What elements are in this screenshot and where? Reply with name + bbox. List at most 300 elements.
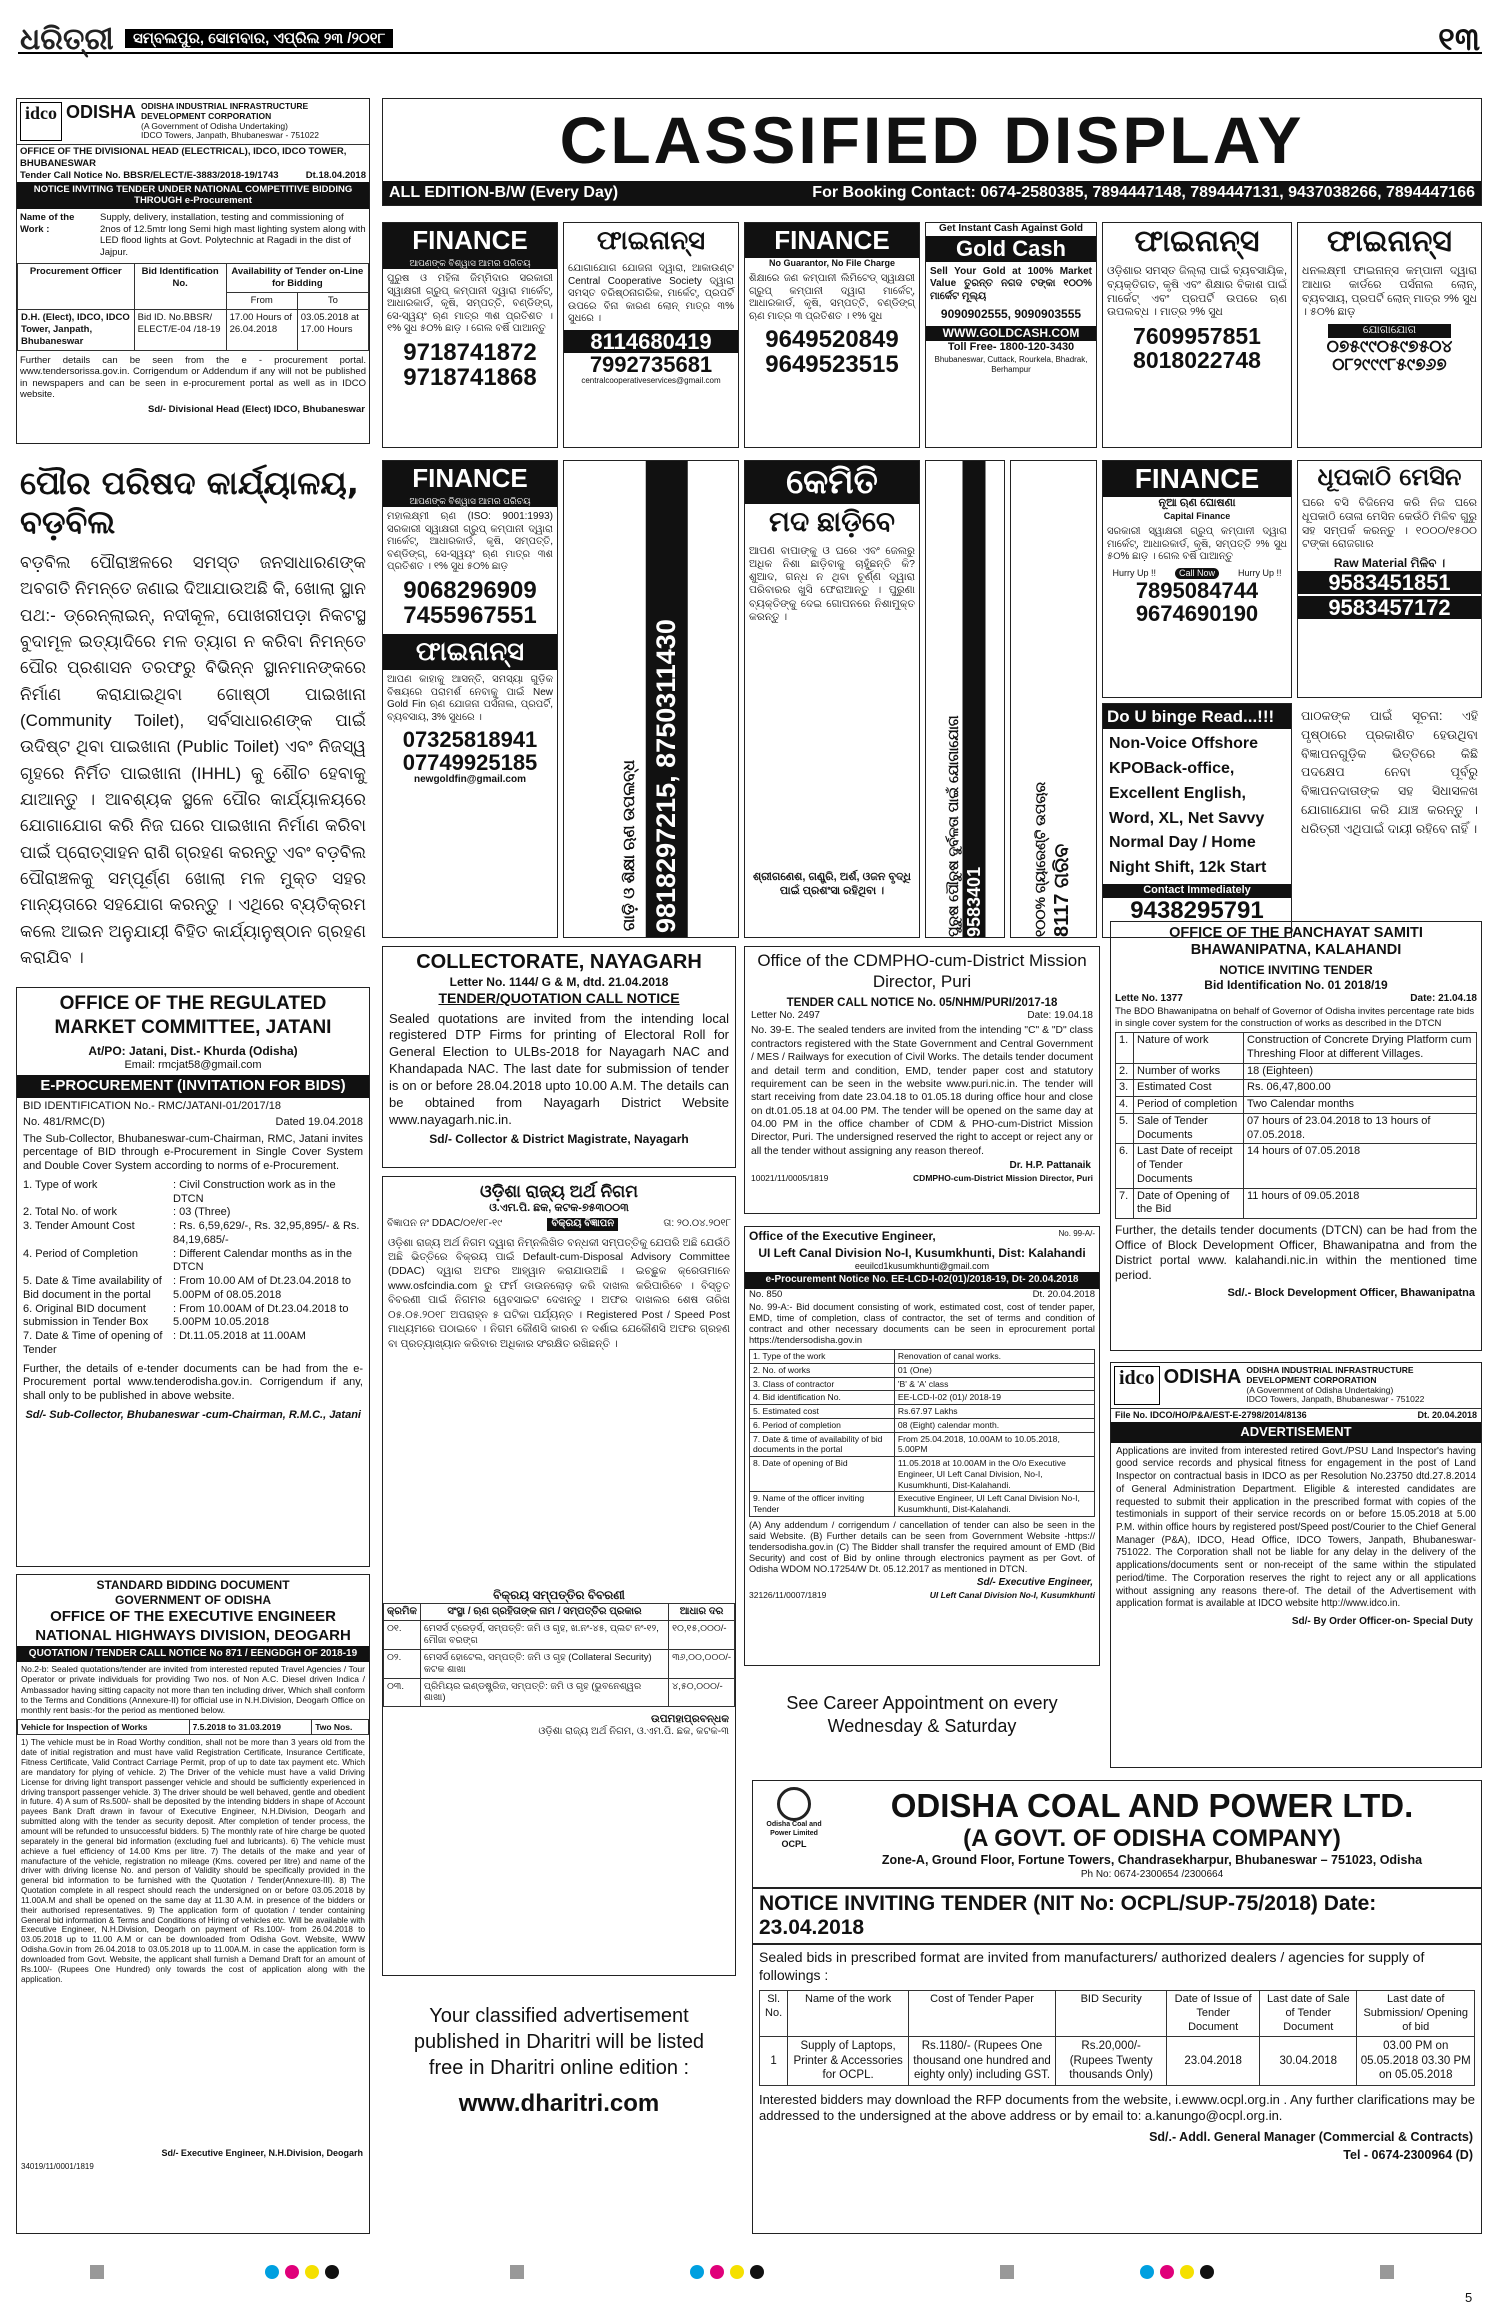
nayagarh-body: Sealed quotations are invited from the intending local registered DTP Firms for printing of Electoral Roll for General Election to ULBs-2018 for Nayagarh NAC and Khandapada NAC. The last date for submission of tender is on or before 28.04.2018 upto 10.00 A.M. The details can be obtained from Nayagarh District Website www.nayagarh.nic.in. (389, 1010, 729, 1127)
table-row (750, 1457, 1095, 1492)
cdmpho-sign: Dr. H.P. Pattanaik (1009, 1160, 1091, 1172)
table-cell: EE-LCD-I-02 (01)/ 2018-19 (894, 1391, 1094, 1405)
classified-title: CLASSIFIED DISPLAY (559, 103, 1305, 177)
print-color-marks (1140, 2265, 1214, 2279)
ad-company: Capital Finance (1163, 510, 1231, 521)
table-header-cell: Last date of Submission/ Opening of bid (1357, 1991, 1475, 2037)
ad-phone: 07749925185 (402, 750, 538, 776)
osfc-address: ଓ.ଏମ.ପି. ଛକ, କଟକ-୭୫୩୦୦୩ (489, 1202, 629, 1215)
idco-org-sub: (A Government of Odisha Undertaking) (141, 120, 288, 131)
table-row (384, 1621, 735, 1650)
ad-finance-2 (563, 222, 739, 448)
ad-phone: 7609957851 (1133, 323, 1261, 349)
ad-phone: 7992735681 (589, 351, 713, 377)
ad-gold-cash (925, 222, 1097, 448)
idco-date: Dt.18.04.2018 (305, 170, 366, 182)
ocpl-foot: Interested bidders may download the RFP documents from the website, i.ewww.ocpl.org.in . Any further clarifications may be addressed to the undersigned at the above address or by email to: a.kanungo@ocpl.org.in. (759, 2091, 1475, 2123)
lcd-no: No. 99-A/- (1058, 1229, 1095, 1238)
ps-sign: Sd/.- Block Development Officer, Bhawanipatna (1227, 1287, 1475, 1300)
cdmpho-code: 10021/11/0005/1819 (751, 1172, 829, 1183)
th-bid: Bid Identification No. (134, 264, 226, 310)
rmc-row-value: : Civil Construction work as in the DTCN (173, 1178, 336, 1205)
ad-phone: 9674690190 (1135, 600, 1259, 626)
ad-tagline: No Guarantor, No File Charge (768, 258, 896, 268)
table-cell: 14 hours of 07.05.2018 (1244, 1144, 1477, 1188)
osfc-sale-notice (382, 1176, 736, 1976)
ad-finance-1 (382, 222, 558, 448)
ad-phone: 9649520849 (765, 326, 899, 354)
th-to: To (297, 293, 368, 310)
table-cell: 11.05.2018 at 10.00AM in the O/o Executive Engineer, UI Left Canal Division, No-I, Kusumkhunti, Dist-Kalahandi. (894, 1457, 1094, 1492)
ad-phone: 9718741868 (403, 363, 537, 391)
cdmpho-letter: Letter No. 2497 (751, 1009, 820, 1021)
ocpl-logo-icon (777, 1787, 811, 1821)
table-cell: ୧୦,୧୫,୦୦୦/- (669, 1621, 735, 1650)
reader-notice-body: ପାଠକଙ୍କ ପାଇଁ ସୂଚନା: ଏହି ପୃଷ୍ଠାରେ ପ୍ରକାଶିତ ହେଉଥିବା ବିଜ୍ଞାପନଗୁଡ଼ିକ ଭିତ୍ତିରେ କିଛି ପଦକ୍ଷେପ ନେବା ପୂର୍ବରୁ ବିଜ୍ଞାପନଦାତାଙ୍କ ସହ ସିଧାସଳଖ ଯୋଗାଯୋଗ କରି ଯାଞ୍ଚ କରନ୍ତୁ । ଧରିତ୍ରୀ ଏଥିପାଇଁ ଦାୟୀ ରହିବେ ନାହିଁ । (1301, 709, 1478, 836)
rmc-row (23, 1179, 363, 1207)
ps-date: Date: 21.04.18 (1410, 992, 1477, 1004)
table-cell: 'B' & 'A' class (894, 1377, 1094, 1391)
lcd-bar: e-Procurement Notice No. EE-LCD-I-02(01)/2018-19, Dt- 20.04.2018 (745, 1272, 1099, 1289)
dharitri-online-promo (382, 1983, 736, 2233)
ocpl-address: Zone-A, Ground Floor, Fortune Towers, Chandrasekharpur, Bhubaneswar – 751023, Odisha (881, 1853, 1423, 1867)
ad-finance-7 (382, 460, 558, 938)
th-from: From (226, 293, 297, 310)
ad-phone: 9649523515 (765, 351, 899, 379)
rmc-row-label: 3. Tender Amount Cost (23, 1220, 135, 1232)
ad-dhupa-machine (1297, 460, 1482, 698)
rmc-row (23, 1275, 363, 1303)
ad-vertical-2 (925, 460, 1005, 938)
nh-title-1: STANDARD BIDDING DOCUMENT (96, 1578, 290, 1592)
table-cell: Construction of Concrete Drying Platform cum Threshing Floor at different Villages. (1244, 1033, 1477, 1064)
rmc-sign: Sd/- Sub-Collector, Bhubaneswar -cum-Chairman, R.M.C., Jatani (25, 1408, 361, 1421)
ad-heading: କେମିତି (745, 461, 919, 504)
rmc-row (23, 1220, 363, 1248)
ad-kpo-jobs (1102, 703, 1292, 938)
promo-url[interactable]: www.dharitri.com (458, 2090, 660, 2117)
idco-table (17, 263, 369, 350)
ad-email: newgoldfin@gmail.com (414, 774, 526, 786)
ad-phone: 9718741872 (403, 338, 537, 366)
ad-tagline: ନୂଆ ଋଣ ଘୋଷଣା (1158, 497, 1236, 509)
nh-code: 34019/11/0001/1819 (21, 2161, 94, 2171)
table-cell: ୦୨. (384, 1649, 421, 1678)
idco-tcn: Tender Call Notice No. BBSR/ELECT/E-3883/2018-19/1743 (20, 170, 279, 182)
table-cell: 30.04.2018 (1260, 2037, 1357, 2085)
table-cell: 07 hours of 23.04.2018 to 13 hours of 07.05.2018. (1244, 1113, 1477, 1144)
ad-body: ଯୋଗାଯୋଗ ଯୋଜନା ଦ୍ୱାରା, ଆକାଉଣ୍ଟ Central Cooperative Society ଦ୍ୱାରା ସମସ୍ତ ବରିଷ୍ଠନାଗରିକ, ମାର୍କେଟ୍, ପ୍ରପର୍ଟି ଉପରେ ବିନା କାରଣ ଲୋନ୍ ମାତ୍ର ୩% ସୁଧରେ । (568, 263, 734, 324)
ad-call-now: Call Now (1175, 568, 1219, 579)
nh-sign: Sd/- Executive Engineer, N.H.Division, Deogarh (161, 2148, 363, 2159)
cdmpho-date: Date: 19.04.18 (1027, 1009, 1093, 1021)
lcd-intro: No. 99-A:- Bid document consisting of work, estimated cost, cost of tender paper, EMD, time of completion, class of contractor, the set of terms and condition of contract and other necessary documents can be seen in eprocurement portal https://tendersodisha.gov.in (749, 1301, 1095, 1346)
table-header-cell: Date of Issue of Tender Document (1167, 1991, 1260, 2037)
table-header-cell: Sl. No. (760, 1991, 788, 2037)
footer-page-number: 5 (1465, 2290, 1473, 2305)
rmc-bid-id: BID IDENTIFICATION No.- RMC/JATANI-01/2017/18 (23, 1100, 281, 1112)
table-cell: 03.00 PM on 05.05.2018 03.30 PM on 05.05.2018 (1357, 2037, 1475, 2085)
rmc-row-value: : Rs. 6,59,629/-, Rs. 32,95,895/- & Rs. 84,19,685/- (173, 1220, 360, 1246)
ad-phone: 9438295791 (1130, 896, 1264, 924)
table-cell: 7. (1116, 1188, 1134, 1219)
print-color-marks (265, 2265, 339, 2279)
idco-office: OFFICE OF THE DIVISIONAL HEAD (ELECTRICAL), IDCO, IDCO TOWER, BHUBANESWAR (20, 146, 347, 169)
ad-vertical-phone: 9818297215, 8750311430 (646, 461, 688, 937)
ad-body: Non-Voice Offshore KPOBack-office, Excellent English, Word, XL, Net Savvy Normal Day / Home Night Shift, 12k Start (1109, 735, 1267, 877)
lcd-sign-post: UI Left Canal Division No-I, Kusumkhunti (929, 1590, 1095, 1601)
ocpl-phone: Ph No: 0674-2300654 /2300664 (1080, 1868, 1224, 1880)
table-row (750, 1432, 1095, 1456)
table-cell: 8. Date of opening of Bid (750, 1457, 895, 1492)
table-cell: Renovation of canal works. (894, 1350, 1094, 1364)
table-cell: Nature of work (1134, 1033, 1244, 1064)
table-row (750, 1350, 1095, 1364)
notice-title: ପୌର ପରିଷଦ କାର୍ଯ୍ୟାଳୟ, ବଡ଼ବିଲ (20, 464, 359, 541)
ad-vertical-text: ୧୦୦% ଗ୍ୟାରେଣ୍ଟି ଉପଚାର (1032, 781, 1049, 937)
ocpl-tel: Tel - 0674-2300964 (D) (1343, 2147, 1473, 2162)
table-cell: Last Date of receipt of Tender Documents (1134, 1144, 1244, 1188)
ocpl-intro: Sealed bids in prescribed format are invited from manufacturers/ authorized dealers / agencies for supply of followings : (759, 1949, 1425, 1983)
table-cell: Period of completion (1134, 1097, 1244, 1114)
table-cell: Two Calendar months (1244, 1097, 1477, 1114)
td-to: 03.05.2018 at 17.00 Hours (297, 309, 368, 350)
idco-work-label: Name of the Work : (20, 211, 75, 235)
rmc-row-label: 6. Original BID document submission in Tender Box (23, 1302, 149, 1329)
rmc-address: At/PO: Jatani, Dist.- Khurda (Odisha) (88, 1043, 298, 1058)
cdmpho-sign-post: CDMPHO-cum-District Mission Director, Puri (913, 1172, 1093, 1183)
nh-intro: No.2-b: Sealed quotations/tender are invited from interested reputed Travel Agencies / Tour Operator or private individuals for providing Two nos. of Non A.C. Diesel driven Indica / Ambassador having sitting capacity not more than ten including driver, Which shall conform to the Terms and Conditions (Annexure-II) for official use in N.H.Division, Deogarh Office on monthly rent basis:-for the period as mentioned below. (21, 1664, 365, 1716)
table-row (1116, 1113, 1477, 1144)
table-cell: Date of Opening of the Bid (1134, 1188, 1244, 1219)
table-row (750, 1492, 1095, 1516)
idco-bar: NOTICE INVITING TENDER UNDER NATIONAL COMPETITIVE BIDDING THROUGH e-Procurement (17, 182, 369, 209)
lcd-subtitle: UI Left Canal Division No-I, Kusumkhunti, Dist: Kalahandi (758, 1246, 1086, 1260)
rmc-rows (17, 1177, 369, 1360)
table-cell: ମେସର୍ସ ଟ୍ରେଡ଼ର୍ସ, ସମ୍ପତ୍ତି: ଜମି ଓ ଗୃହ, ଖ.ନଂ-୪୫, ପ୍ଲଟ ନଂ-୧୨, ମୌଜା ବରଙ୍ଗ (420, 1621, 668, 1650)
lcd-code: 32126/11/0007/1819 (749, 1590, 827, 1601)
nayagarh-letter: Letter No. 1144/ G & M, dtd. 21.04.2018 (449, 975, 669, 989)
ad-contact-label: ଯୋଗାଯୋଗ (1328, 324, 1451, 338)
nayagarh-notice (382, 946, 736, 1168)
idco-body: Applications are invited from interested retired Govt./PSU Land Inspector's having good service records and physical fitness for engagement in the post of Land Inspector on contractual basis in IDCO as per Resolution No.23750 dtd.27.8.2014 of General Administration Department. Eligible & interested candidates are requested to submit their application in the prescribed format with copies of the testimonials in support of their service records on or before 15.05.2018 at 5.00 P.M. within office hours by registered post/Speed post/Courier to the Chief General Manager (P&A), IDCO, Head Office, IDCO Towers, Janpath, Bhubaneswar-751022. The Corporation shall not be liable for any delay in the delivery of the applications/documents sent or non-receipt of the same within the stipulated period/time. The Corporation reserves the right to reject any or all applications without assigning any reasons there-of. The detail of the Advertisement with application format is available at IDCO website http://www.idco.in. (1116, 1445, 1476, 1610)
rmc-row-label: 7. Date & Time of opening of Tender (23, 1330, 163, 1356)
nh-qty: Two Nos. (312, 1719, 369, 1735)
ad-heading: FINANCE (383, 461, 557, 496)
table-cell: 1. Type of the work (750, 1350, 895, 1364)
nayagarh-subtitle: TENDER/QUOTATION CALL NOTICE (438, 990, 680, 1006)
table-cell: 11 hours of 09.05.2018 (1244, 1188, 1477, 1219)
osfc-date: ତା: ୨୦.୦୪.୨୦୧୮ (663, 1218, 731, 1229)
table-cell: 3. (1116, 1080, 1134, 1097)
odisha-logo: ODISHA (66, 102, 137, 122)
lcd-title: Office of the Executive Engineer, (749, 1229, 936, 1243)
ps-title: OFFICE OF THE PANCHAYAT SAMITI BHAWANIPATNA, KALAHANDI (1169, 925, 1423, 959)
municipal-notice-barbil (16, 460, 370, 980)
table-cell: 23.04.2018 (1167, 2037, 1260, 2085)
nh-title-2: GOVERNMENT OF ODISHA (114, 1593, 271, 1607)
ad-phone: 8018022748 (1133, 347, 1261, 374)
rmc-row (23, 1206, 363, 1220)
ocpl-subtitle: (A GOVT. OF ODISHA COMPANY) (963, 1825, 1341, 1852)
idco-address: IDCO Towers, Janpath, Bhubaneswar - 751022 (141, 130, 320, 141)
table-row (384, 1678, 735, 1707)
table-cell: Executive Engineer, UI Left Canal Division No-I, Kusumkhunti, Dist-Kalahandi. (894, 1492, 1094, 1516)
nayagarh-sign: Sd/- Collector & District Magistrate, Nayagarh (429, 1131, 689, 1146)
osfc-body: ଓଡ଼ିଶା ରାଜ୍ୟ ଅର୍ଥ ନିଗମ ଦ୍ୱାରା ନିମ୍ନଲିଖିତ ବନ୍ଧକୀ ସମ୍ପତ୍ତିକୁ ଯେପରି ଅଛି ଯେଉଁଠି ଅଛି ଭିତ୍ତିରେ ବିକ୍ରୟ ପାଇଁ Default-cum-Disposal Advisory Committee (DDAC) ଦ୍ୱାରା ଅଫର ଆହ୍ୱାନ କରାଯାଉଅଛି । ଇଚ୍ଛୁକ କ୍ରେତାମାନେ www.osfcindia.com ରୁ ଫର୍ମ ଡାଉନଲୋଡ଼ କରି ଦାଖଲ କରିପାରିବେ । ବିସ୍ତୃତ ବିବରଣୀ ପାଇଁ ନିଗମର ୱେବସାଇଟ ଦେଖନ୍ତୁ । ଅଫର ଦାଖଲର ଶେଷ ତାରିଖ ୦୫.୦୫.୨୦୧୮ ଅପରାହ୍ନ ୫ ଘଟିକା ପର୍ଯ୍ୟନ୍ତ । Registered Post / Speed Post ମାଧ୍ୟମରେ ପଠାଇବେ । ନିଗମ କୌଣସି କାରଣ ନ ଦର୍ଶାଇ ଯେକୌଣସି ଅଫର ଗ୍ରହଣ ବା ପ୍ରତ୍ୟାଖ୍ୟାନ କରିବାର ଅଧିକାର ସଂରକ୍ଷିତ ରଖିଛନ୍ତି । (388, 1236, 730, 1350)
ad-phone: 9090902555, 9090903555 (940, 307, 1082, 321)
panchayat-samiti-notice (1110, 921, 1482, 1351)
ad-phone: 8114680419 (564, 330, 738, 353)
rmc-foot: Further, the details of e-tender documents can be had from the e-Procurement portal www.tenderodisha.gov.in. Corrigendum if any, shall only to be published in above website. (23, 1362, 363, 1402)
table-cell: 2. No. of works (750, 1363, 895, 1377)
rmc-jatani-notice (16, 987, 370, 1567)
ps-foot: Further, the details tender documents (DTCN) can be had from the Office of Block Development Officer, Bhawanipatna and from the District portal www. kalahandi.nic.in within the mentioned time period. (1115, 1223, 1477, 1283)
ad-body: ମହାଲକ୍ଷ୍ମୀ ଋଣ (ISO: 9001:1993) ସରକାରୀ ସ୍ୱାକ୍ଷରୀ ଗ୍ରୁପ୍ କମ୍ପାନୀ ଦ୍ୱାରା ମାର୍କେଟ୍, ଆଧାରକାର୍ଡ, କୃଷି, ସମ୍ପତ୍ତି, ବଣ୍ଡିଙ୍ଗ୍, ସେ-ସ୍ୱୟଂ ଋଣ ମାତ୍ର ୩ଶ ପ୍ରତିଶତ । ୧% ସୁଧ ୫୦% ଛାଡ଼ (387, 511, 553, 573)
table-cell: ୪,୫୦,୦୦୦/- (669, 1678, 735, 1707)
table-row (1116, 1063, 1477, 1080)
idco-bar: ADVERTISEMENT (1111, 1422, 1481, 1442)
ad-vertical-phone: 9583401 (963, 461, 986, 937)
osfc-table-heading: ବିକ୍ରୟ ସମ୍ପତ୍ତିର ବିବରଣୀ (493, 1587, 625, 1602)
ocpl-logo-text: Odisha Coal and Power Limited (766, 1821, 822, 1837)
ad-body: ଧନଲକ୍ଷ୍ମୀ ଫାଇନାନ୍ସ କମ୍ପାନୀ ଦ୍ୱାରା ଆଧାର କାର୍ଡରେ ପର୍ସନାଲ ଲୋନ୍, ବ୍ୟବସାୟ, ପ୍ରପର୍ଟି ଲୋନ୍ ମାତ୍ର ୨% ସୁଧ । ୫୦% ଛାଡ଼ (1302, 265, 1477, 319)
idco-advertisement (1110, 1362, 1482, 1768)
print-registration-marks (1380, 2265, 1394, 2279)
page-number: ୧୩ (1438, 20, 1480, 58)
ad-body: ଆପଣ କାହାକୁ ଆସନ୍ତି, ସମସ୍ୟା ଗୁଡ଼ିକ ବିଷୟରେ ପରାମର୍ଶ ନେବାକୁ ପାଇଁ New Gold Fin ଋଣ ଯୋଜନା ପର୍ସନାଲ, ପ୍ରପର୍ଟି, ବ୍ୟବସାୟ, 3% ସୁଧରେ । (387, 674, 553, 723)
th-officer: Procurement Officer (18, 264, 135, 310)
table-cell: 7. Date & time of availability of bid documents in the portal (750, 1432, 895, 1456)
career-promo (744, 1674, 1100, 1768)
cdmpho-body: No. 39-E. The sealed tenders are invited from the intending "C" & "D" class contractors registered with the State Government and Central Government / MES / Railways for execution of Civil Works. The details tender document and detail term and condition, EMD, tender paper cost and statutory requirement can be seen in the website www.puri.nic.in. The tender will start receiving from date 23.04.18 to 01.05.18 during office hour and close on dt.01.05.18 at 04.00 PM. The tender will be opened on the same day at 04.00 PM in the office chamber of CDM & PHO-cum-District Mission Director, Puri. The undersigned reserved the right to accept or reject any or all the tender without assigning any reason thereof. (751, 1025, 1093, 1157)
nh-period: 7.5.2018 to 31.03.2019 (189, 1719, 312, 1735)
osfc-heading: ବିକ୍ରୟ ବିଜ୍ଞାପନ (547, 1218, 618, 1231)
osfc-th: ଆଧାର ଦର (669, 1603, 735, 1621)
sign-name (262, 980, 366, 981)
table-cell: 4. Bid identification No. (750, 1391, 895, 1405)
lcd-foot: (A) Any addendum / corrigendum / cancellation of tender can also be seen in the said Website. (B) Further details can be seen from Government Website -https:// tendersodisha.gov.in (C) The Bidder shall transfer the required amount of EMD (Bid Security) and cost of Bid by online through electronics payment as per Govt. of Odisha WDOM NO.17254/W Dt. 05.12.2017 as mentioned in DTCN. (749, 1519, 1095, 1574)
ocpl-tender-notice (752, 1780, 1482, 2234)
table-cell: 1. (1116, 1033, 1134, 1064)
table-cell: 01 (One) (894, 1363, 1094, 1377)
rmc-intro: The Sub-Collector, Bhubaneswar-cum-Chairman, RMC, Jatani invites percentage of BID through e-Procurement in Single Cover System and Double Cover System according to norms of e-Procurement. (23, 1132, 363, 1172)
idco-file: File No. IDCO/HO/P&A/EST-E-2798/2014/8136 (1115, 1410, 1307, 1421)
ad-heading: Do U binge Read...!!! (1103, 704, 1291, 729)
table-cell: Estimated Cost (1134, 1080, 1244, 1097)
ad-phone: 7895084744 (1135, 577, 1259, 603)
idco-address: IDCO Towers, Janpath, Bhubaneswar - 751022 (1246, 1394, 1425, 1405)
ad-phone: 9583457172 (1298, 596, 1481, 619)
table-cell: Supply of Laptops, Printer & Accessories for OCPL. (788, 2037, 909, 2085)
ad-finance-5 (1102, 222, 1292, 448)
lcd-email: eeuilcd1kusumkhunti@gmail.com (854, 1261, 990, 1271)
ad-heading: ଫାଇନାନ୍ସ (383, 634, 557, 670)
table-row (1116, 1080, 1477, 1097)
ps-bid: Bid Identification No. 01 2018/19 (1204, 977, 1388, 992)
ad-heading: Gold Cash (926, 236, 1096, 262)
ad-body: ଆପଣ ବାପାଙ୍କୁ ଓ ଘରେ ଏବଂ ଜେଲରୁ ଅଧିକ ନିଶା ଛାଡ଼ିବାକୁ ଚାହୁଁଛନ୍ତି କି? ଶୁଆଦ, ଗନ୍ଧ ନ ଥିବା ଚୂର୍ଣ୍ଣ ଦ୍ୱାରା ପରିବାରର ଖୁସି ଫେରାଆନ୍ତୁ । ପୁରୁଣା ବ୍ୟକ୍ତିଙ୍କୁ ଦେଇ ଗୋପନରେ ନିଶାମୁକ୍ତ କରନ୍ତୁ । (749, 545, 915, 623)
print-color-marks (690, 2265, 764, 2279)
ad-heading: ଫାଇନାନ୍ସ (1298, 223, 1481, 261)
table-cell: Number of works (1134, 1063, 1244, 1080)
osfc-sign-org: ଓଡ଼ିଶା ରାଜ୍ୟ ଅର୍ଥ ନିଗମ, ଓ.ଏମ.ପି. ଛକ, କଟକ-୩ (538, 1726, 729, 1738)
ad-website: WWW.GOLDCASH.COM (926, 326, 1096, 341)
nh-terms: 1) The vehicle must be in Road Worthy condition, shall not be more than 3 years old from the date of initial registration and must have valid Registration Certificate, Insurance Certificate, Fitness Certificate, Valid Contract Carriage Permit, prop of up to date tax payment etc. Which are mandatory for plying of vehicle. 2) The Driver of the vehicle must have a valid Driving License for driving light transport passenger vehicle and should be sufficiently experienced in driving transport passenger vehicle. 3) The driver should be well behaved, gentle and obedient in future. 4) A sum of Rs.500/- shall be deposited by the intending bidders in shape of Account payees Bank Draft drawn in favour of Executive Engineer, N.H.Division, Deogarh and submitted along with the tender as security deposit. After completion of tender process, the amount will be refunded to unsuccessful bidders. 5) The monthly rate of hire charge be quoted separately in the general bid information (excluding fuel and lubricants). 6) The vehicle must achieve a fuel efficiency of 14.00 Kms per litre. 7) The details of the make and year of manufacture of the vehicle, registration no mileage (Kms. covered per litre) and name of the driver with driving license No. and person of Validity should be specifically provided in the general bid information to be furnished with the Quotation / Tender(Annexure-III). 8) The Quotation complete in all respect should reach the undersigned on or before 03.05.2018 by 11.00A.M and shall be opened on the same day at 11.30 A.M. in presence of the bidders or their authorised representatives. 9) The application form of quotation / tender containing General bid information & Terms and Conditions of Hiring of vehicles etc. Will be available with Executive Engineer, N.H.Division, Deogarh on payment of Rs.100/- from 26.04.2018 to 03.05.2018 up to 11.00 A.M or can be downloaded from Odisha Govt. Website, WWW Odisha.Gov.in from 26.04.2018 to 03.05.2018 up to 11.00A.M. in case the application form is downloaded from Govt. Website, the applicant shall furnish a Demand Draft for an amount of Rs.100/- (Rupees One Hundred) only towards the cost of application along with the application. (21, 1738, 365, 1984)
td-from: 17.00 Hours of 26.04.2018 (226, 309, 297, 350)
ad-footer: ଶ୍ରୀଗଣେଶ, ଗଣ୍ଡ୍ରି, ଅର୍ଶ, ଓଜନ ବୃଦ୍ଧି ପାଇଁ ପ୍ରଶଂସା ରହିଥିବା । (752, 871, 911, 897)
ad-raw-material: Raw Material ମିଳିବ । (1333, 556, 1446, 570)
ocpl-short: OCPL (781, 1838, 807, 1849)
ad-phone: 9068296909 (403, 576, 537, 604)
ad-vertical-phone: 8117 ଗରିବ (1050, 843, 1073, 937)
ad-heading: FINANCE (1103, 461, 1291, 497)
rmc-row-label: 1. Type of work (23, 1178, 98, 1191)
newspaper-logo: ଧରିତ୍ରୀ (20, 22, 114, 57)
table-cell: Rs. 06,47,800.00 (1244, 1080, 1477, 1097)
table-row (1116, 1144, 1477, 1188)
table-cell: Rs.1180/- (Rupees One thousand one hundred and eighty only) including GST. (909, 2037, 1056, 2085)
sign-name (129, 980, 243, 981)
table-cell: 3. Class of contractor (750, 1377, 895, 1391)
ocpl-title: ODISHA COAL AND POWER LTD. (890, 1787, 1414, 1824)
lcd-sign: Sd/- Executive Engineer, (976, 1576, 1093, 1588)
ad-body: ଓଡ଼ିଶାର ସମସ୍ତ ଜିଲ୍ଲା ପାଇଁ ବ୍ୟବସାୟିକ, ବ୍ୟକ୍ତିଗତ, କୃଷି ଏବଂ ଶିକ୍ଷାର ବିକାଶ ପାଇଁ ମାର୍କେଟ୍ ଏବଂ ପ୍ରପର୍ଟି ଉପରେ ଋଣ ଉପଲବ୍ଧ । ମାତ୍ର ୨% ସୁଧ (1107, 265, 1287, 319)
lcd-date: Dt. 20.04.2018 (1032, 1288, 1095, 1300)
ad-hurry: Hurry Up !! (1237, 567, 1282, 578)
print-registration-marks (1000, 2265, 1014, 2279)
th-availability: Availability of Tender on-Line for Bidding (226, 264, 368, 293)
rmc-row-value: : 03 (Three) (173, 1206, 231, 1219)
nh-vehicle: Vehicle for Inspection of Works (18, 1719, 190, 1735)
rmc-row (23, 1303, 363, 1331)
osfc-th: କ୍ରମିକ (384, 1603, 421, 1621)
table-cell: 5. (1116, 1113, 1134, 1144)
table-header-cell: BID Security (1056, 1991, 1167, 2037)
table-row (750, 1405, 1095, 1419)
ad-vertical-1 (563, 460, 739, 938)
ad-subheading: ମଦ ଛାଡ଼ିବେ (745, 504, 919, 541)
ad-email: centralcooperativeservices@gmail.com (581, 375, 721, 385)
ad-phone: 7455967551 (403, 601, 537, 629)
idco-date: Dt. 20.04.2018 (1417, 1410, 1477, 1421)
idco-work: Supply, delivery, installation, testing and commissioning of 2nos of 12.5mtr long Semi high mast lighting system along with LED flood lights at Govt. Polytechnic at Ragadi in the dist of Jajpur. (100, 211, 366, 258)
cdmpho-title: Office of the CDMPHO-cum-District Mission Director, Puri (757, 951, 1087, 992)
ad-hurry: Hurry Up !! (1112, 567, 1156, 578)
classified-edition: ALL EDITION-B/W (Every Day) (389, 184, 619, 201)
table-cell: 18 (Eighteen) (1244, 1063, 1477, 1080)
career-text: See Career Appointment on every Wednesday & Saturday (786, 1693, 1058, 1737)
rmc-row-value: : Dt.11.05.2018 at 11.00AM (173, 1330, 306, 1342)
ad-contact: Contact Immediately (1103, 884, 1291, 898)
table-row (1116, 1188, 1477, 1219)
table-row (384, 1649, 735, 1678)
osfc-table (383, 1603, 735, 1708)
ocpl-nit: NOTICE INVITING TENDER (NIT No: OCPL/SUP-75/2018) Date: 23.04.2018 (753, 1887, 1481, 1945)
rmc-email: Email: rmcjat58@gmail.com (124, 1058, 262, 1071)
table-cell: ୦୩. (384, 1678, 421, 1707)
ad-vertical-text: ପୁରୁଷ ପୌରୁଷ ଦୁର୍ବଳତା ପାଇଁ ଯୋଗାଯୋଗ (945, 715, 961, 937)
ad-body: ପୁରୁଷ ଓ ମହିଳା ଜିମ୍ମିଦାର ସରକାରୀ ସ୍ୱାକ୍ଷରୀ ଗ୍ରୁପ୍ କମ୍ପାନୀ ଦ୍ୱାରା ମାର୍କେଟ୍, ଆଧାରକାର୍ଡ, କୃଷି, ସମ୍ପତ୍ତି, ବଣ୍ଡିଙ୍ଗ୍, ସେ-ସ୍ୱୟଂ ଋଣ ମାତ୍ର ୩ଶ ପ୍ରତିଶତ । ୧% ସୁଧ ୫୦% ଛାଡ଼ । ଗେଲ ବର୍ଷି ପାଆନ୍ତୁ (387, 273, 553, 335)
lcd-no-a: No. 850 (749, 1288, 783, 1300)
nh-title-3: OFFICE OF THE EXECUTIVE ENGINEER NATIONAL HIGHWAYS DIVISION, DEOGARH (35, 1608, 351, 1644)
idco-sign: Sd/- By Order Officer-on- Special Duty (1291, 1616, 1473, 1628)
ps-subtitle: NOTICE INVITING TENDER (1219, 962, 1373, 977)
ad-phone: 9583451851 (1298, 571, 1481, 594)
ad-body: ଶିକ୍ଷାରେ ଜଣ କମ୍ପାନୀ ଲିମିଟେଡ୍ ସ୍ୱାକ୍ଷରୀ ଗ୍ରୁପ୍ କମ୍ପାନୀ ଦ୍ୱାରା ମାର୍କେଟ୍, ଆଧାରକାର୍ଡ, କୃଷି, ସମ୍ପତ୍ତି, ବଣ୍ଡିଙ୍ଗ୍ ଋଣ ମାତ୍ର ୩ ପ୍ରତିଶତ । ୧% ସୁଧ (749, 273, 915, 322)
rmc-title: OFFICE OF THE REGULATED MARKET COMMITTEE, JATANI (54, 993, 332, 1038)
ad-heading: FINANCE (745, 223, 919, 258)
rmc-bar: E-PROCUREMENT (INVITATION FOR BIDS) (17, 1075, 369, 1098)
ad-heading: ଫାଇନାନ୍ସ (564, 223, 738, 259)
ad-heading: ଧୂପକାଠି ମେସିନ (1317, 463, 1462, 491)
table-cell: 1 (760, 2037, 788, 2085)
print-registration-marks (90, 2265, 104, 2279)
ocpl-table (759, 1990, 1475, 2085)
table-cell: 5. Estimated cost (750, 1405, 895, 1419)
ad-phone: ୦୮୨୯୯୯୮୫୯୭୬୭ (1332, 354, 1447, 374)
table-cell: ୩୬,୦୦,୦୦୦/- (669, 1649, 735, 1678)
reader-notice (1297, 703, 1482, 938)
ad-finance-6 (1297, 222, 1482, 448)
left-canal-notice (744, 1226, 1100, 1666)
table-cell: Sale of Tender Documents (1134, 1113, 1244, 1144)
rmc-row-label: 4. Period of Completion (23, 1247, 138, 1260)
classified-booking: For Booking Contact: 0674-2580385, 7894447148, 7894447131, 9437038266, 7894447166 (812, 184, 1475, 201)
ad-tagline: ଆପଣଙ୍କ ବିଶ୍ୱାସ ଆମର ପରିଚୟ (383, 496, 557, 507)
rmc-row (23, 1248, 363, 1276)
classified-header (382, 98, 1482, 206)
rmc-row-value: : From 10.00 AM of Dt.23.04.2018 to 5.00PM of 08.05.2018 (173, 1275, 351, 1301)
issue-date: ସମ୍ବଲପୁର, ସୋମବାର, ଏପ୍ରିଲ ୨୩ /୨୦୧୮ (125, 29, 393, 48)
td-bid: Bid ID. No.BBSR/ ELECT/E-04 /18-19 (134, 309, 226, 350)
promo-text: Your classified advertisement published in Dharitri will be listed free in Dharitri online edition : (413, 2005, 705, 2079)
osfc-ref: ବିଜ୍ଞାପନ ନଂ DDAC/୦୧/୧୮-୧୯ (387, 1218, 503, 1229)
ad-phone: ୦୭୫୯୯୦୫୯୭୫୦୪ (1326, 336, 1453, 356)
print-registration-marks (510, 2265, 524, 2279)
ps-letter: Lette No. 1377 (1115, 992, 1183, 1004)
cdmpho-subtitle: TENDER CALL NOTICE No. 05/NHM/PURI/2017-18 (786, 996, 1058, 1009)
odisha-logo: ODISHA (1163, 1366, 1242, 1388)
osfc-title: ଓଡ଼ିଶା ରାଜ୍ୟ ଅର୍ଥ ନିଗମ (480, 1182, 638, 1201)
idco-logo: idco (20, 102, 62, 141)
ad-locations: Bhubaneswar, Cuttack, Rourkela, Bhadrak, Berhampur (934, 354, 1088, 374)
ad-heading: FINANCE (383, 223, 557, 258)
table-row (750, 1391, 1095, 1405)
table-row (750, 1418, 1095, 1432)
idco-logo: idco (1114, 1366, 1160, 1405)
ad-phone: 07325818941 (402, 727, 538, 753)
table-row (1116, 1033, 1477, 1064)
sign-name (20, 980, 111, 981)
table-header-cell: Last date of Sale of Tender Document (1260, 1991, 1357, 2037)
ad-vertical-text: ଗାଡ଼ି ଓ ଶିକ୍ଷା ଋଣ ଉପଲବ୍ଧ (621, 759, 639, 931)
ad-body: Sell Your Gold at 100% Market Value ତୁରନ୍ତ ନଗଦ ଟଙ୍କା ୧୦୦% ମାର୍କେଟ ମୂଲ୍ୟ (930, 265, 1092, 302)
ad-heading: ଫାଇନାନ୍ସ (1103, 223, 1291, 261)
rmc-row-value: : Different Calendar months as in the DTCN (173, 1247, 352, 1274)
idco-org-sub: (A Government of Odisha Undertaking) (1246, 1384, 1394, 1395)
table-header-cell: Cost of Tender Paper (909, 1991, 1056, 2037)
cdmpho-puri-notice (744, 946, 1100, 1214)
table-cell: 4. (1116, 1097, 1134, 1114)
table-cell: 08 (Eight) calendar month. (894, 1418, 1094, 1432)
ad-body: ଘରେ ବସି ବିଜିନେସ କରି ନିଜ ଘରେ ଧୂପକାଠି ତୋଳା ମେସିନ କେଉଁଠି ମିଳିବ ଗୁରୁ ସହ ସମ୍ପର୍କ କରନ୍ତୁ । ୧୦୦୦/୧୫୦୦ ଟଙ୍କା ରୋଜଗାର (1302, 497, 1477, 551)
table-cell: ପ୍ରିମିୟର ଇଣ୍ଡଷ୍ଟ୍ରିଜ, ସମ୍ପତ୍ତି: ଜମି ଓ ଗୃହ (ଭୁବନେଶ୍ୱର ଶାଖା) (420, 1678, 668, 1707)
osfc-sign: ଉପମହାପ୍ରବନ୍ଧକ (650, 1713, 729, 1726)
idco-org-name: ODISHA INDUSTRIAL INFRASTRUCTURE DEVELOPMENT CORPORATION (141, 101, 309, 121)
rmc-no: No. 481/RMC(D) (23, 1115, 105, 1128)
idco-foot: Further details can be seen from the e - procurement portal. www.tendersorissa.gov.in. Corrigendum or Addendum if any will not be published in newspapers and can be seen in e-procurement portal as well as in IDCO website. (20, 354, 366, 401)
